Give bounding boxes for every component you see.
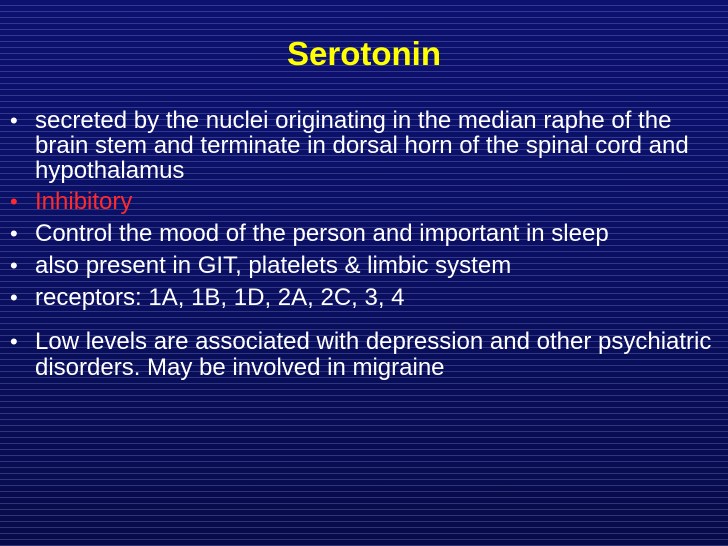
bullet-icon: • — [10, 221, 18, 246]
bullet-item — [0, 189, 728, 215]
bullet-text: Low levels are associated with depression and other psychiatric disorders. May be involved in migraine — [35, 328, 712, 381]
bullet-item — [0, 329, 728, 381]
bullet-item — [0, 108, 728, 183]
bullet-text: receptors: 1A, 1B, 1D, 2A, 2C, 3, 4 — [35, 284, 405, 311]
slide-title: Serotonin — [287, 35, 441, 72]
bullet-icon: • — [10, 189, 18, 214]
bullet-text: Control the mood of the person and important in sleep — [35, 220, 609, 247]
bullet-icon: • — [10, 329, 18, 354]
bullet-item — [0, 253, 728, 279]
bullet-item — [0, 285, 728, 311]
bullet-text: secreted by the nuclei originating in the median raphe of the brain stem and terminate in dorsal horn of the spinal cord and hypothalamus — [35, 107, 689, 184]
bullet-icon: • — [10, 108, 18, 133]
bullet-list — [0, 108, 728, 387]
bullet-icon: • — [10, 285, 18, 310]
bullet-text-highlight: Inhibitory — [35, 188, 133, 215]
bullet-text: also present in GIT, platelets & limbic system — [35, 252, 512, 279]
bullet-item — [0, 221, 728, 247]
bullet-icon: • — [10, 253, 18, 278]
